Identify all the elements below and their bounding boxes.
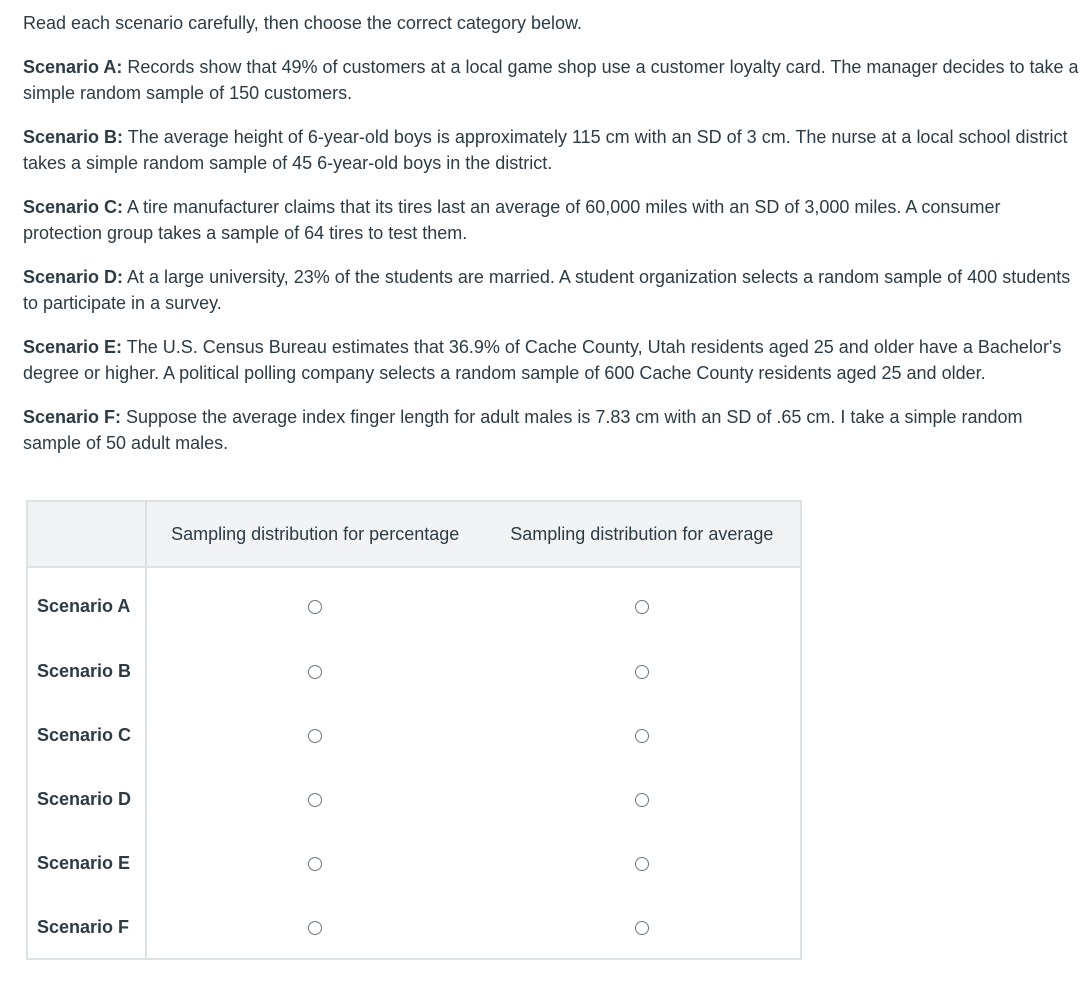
cell-average — [484, 767, 801, 831]
row-label: Scenario B — [27, 639, 146, 703]
row-label: Scenario F — [27, 895, 146, 959]
row-label: Scenario E — [27, 831, 146, 895]
cell-percentage — [146, 767, 484, 831]
scenario-text: Records show that 49% of customers at a local game shop use a customer loyalty card. The manager decides to take a simple random sample of 150 customers. — [23, 57, 1079, 103]
scenario-label: Scenario E: — [23, 337, 123, 357]
scenario-a — [23, 54, 1079, 106]
cell-average — [484, 895, 801, 959]
radio-scenario-b-average[interactable] — [635, 665, 649, 679]
scenario-f — [23, 404, 1079, 456]
scenario-c — [23, 194, 1079, 246]
scenario-d — [23, 264, 1079, 316]
radio-scenario-c-percentage[interactable] — [308, 729, 322, 743]
column-header-average: Sampling distribution for average — [484, 501, 801, 567]
radio-scenario-c-average[interactable] — [635, 729, 649, 743]
row-label: Scenario C — [27, 703, 146, 767]
cell-average — [484, 639, 801, 703]
matrix-row-scenario-c — [27, 703, 801, 767]
matrix-row-scenario-a — [27, 567, 801, 639]
radio-scenario-d-percentage[interactable] — [308, 793, 322, 807]
scenario-label: Scenario B: — [23, 127, 124, 147]
radio-scenario-f-average[interactable] — [635, 921, 649, 935]
radio-scenario-b-percentage[interactable] — [308, 665, 322, 679]
scenario-e — [23, 334, 1079, 386]
matrix-header-row — [27, 501, 801, 567]
radio-scenario-d-average[interactable] — [635, 793, 649, 807]
radio-scenario-f-percentage[interactable] — [308, 921, 322, 935]
matrix-row-scenario-d — [27, 767, 801, 831]
row-label: Scenario A — [27, 567, 146, 639]
matrix-corner-cell — [27, 501, 146, 567]
scenario-label: Scenario F: — [23, 407, 122, 427]
scenario-text: A tire manufacturer claims that its tires last an average of 60,000 miles with an SD of 3,000 miles. A consumer protection group takes a sample of 64 tires to test them. — [23, 197, 1001, 243]
scenario-label: Scenario C: — [23, 197, 124, 217]
matrix-row-scenario-e — [27, 831, 801, 895]
cell-average — [484, 567, 801, 639]
answer-matrix — [26, 500, 802, 960]
column-header-percentage: Sampling distribution for percentage — [146, 501, 484, 567]
cell-percentage — [146, 703, 484, 767]
radio-scenario-e-percentage[interactable] — [308, 857, 322, 871]
cell-average — [484, 703, 801, 767]
cell-percentage — [146, 639, 484, 703]
question-text — [23, 10, 1079, 456]
scenario-text: At a large university, 23% of the students are married. A student organization selects a random sample of 400 students to participate in a survey. — [23, 267, 1071, 313]
matrix-row-scenario-b — [27, 639, 801, 703]
matrix-row-scenario-f — [27, 895, 801, 959]
scenario-b — [23, 124, 1079, 176]
scenario-text: The U.S. Census Bureau estimates that 36.9% of Cache County, Utah residents aged 25 and older have a Bachelor's degree or higher. A political polling company selects a random sample of 600 Cache County residents aged 25 and older. — [23, 337, 1062, 383]
row-label: Scenario D — [27, 767, 146, 831]
scenario-label: Scenario D: — [23, 267, 124, 287]
scenario-text: The average height of 6-year-old boys is approximately 115 cm with an SD of 3 cm. The nurse at a local school district takes a simple random sample of 45 6-year-old boys in the district. — [23, 127, 1068, 173]
cell-percentage — [146, 895, 484, 959]
scenario-label: Scenario A: — [23, 57, 123, 77]
radio-scenario-a-average[interactable] — [635, 600, 649, 614]
cell-percentage — [146, 567, 484, 639]
scenario-text: Suppose the average index finger length for adult males is 7.83 cm with an SD of .65 cm. I take a simple random sample of 50 adult males. — [23, 407, 1023, 453]
cell-percentage — [146, 831, 484, 895]
cell-average — [484, 831, 801, 895]
instructions: Read each scenario carefully, then choose the correct category below. — [23, 13, 582, 33]
radio-scenario-e-average[interactable] — [635, 857, 649, 871]
radio-scenario-a-percentage[interactable] — [308, 600, 322, 614]
